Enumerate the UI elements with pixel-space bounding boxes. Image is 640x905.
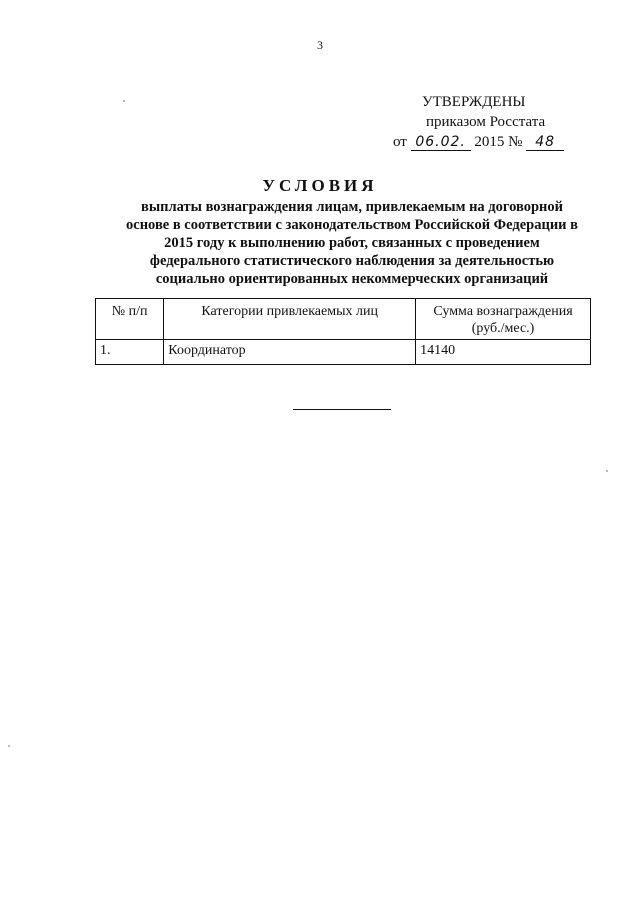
- document-subtitle: [108, 198, 596, 288]
- row-category: Координатор: [164, 340, 416, 365]
- subtitle-line: 2015 году к выполнению работ, связанных с проведением: [164, 235, 540, 251]
- row-number: 1.: [96, 340, 164, 365]
- subtitle-line: выплаты вознаграждения лицам, привлекаемым на договорной: [140, 199, 563, 215]
- scan-speck: [123, 100, 125, 102]
- table-header-row: [96, 299, 591, 340]
- header-category: Категории привлекаемых лиц: [164, 299, 416, 340]
- approved-label: УТВЕРЖДЕНЫ: [422, 94, 526, 110]
- header-amount-line1: Сумма вознаграждения: [433, 304, 573, 319]
- order-date-line: [393, 132, 564, 152]
- handwritten-date: 06.02.: [411, 134, 471, 151]
- header-amount-line2: (руб./мес.): [471, 321, 535, 336]
- subtitle-line: социально ориентированных некоммерческих организаций: [155, 271, 549, 287]
- table-row: [96, 340, 591, 365]
- rewards-table: [95, 298, 591, 365]
- approved-by-order-label: приказом Росстата: [426, 114, 546, 130]
- scan-speck: [606, 470, 608, 472]
- subtitle-line: основе в соответствии с законодательством Российской Федерации в: [126, 217, 578, 233]
- scan-speck: [8, 745, 10, 747]
- document-title: УСЛОВИЯ: [262, 176, 378, 195]
- closing-rule: [293, 409, 391, 410]
- subtitle-line: федерального статистического наблюдения за деятельностью: [149, 253, 555, 269]
- header-number: № п/п: [96, 299, 164, 340]
- handwritten-order-number: 48: [526, 134, 564, 151]
- page-number: 3: [317, 38, 323, 52]
- header-amount: [416, 299, 591, 340]
- from-label: от: [393, 134, 407, 150]
- order-year-label: 2015 №: [474, 134, 523, 150]
- row-amount: 14140: [416, 340, 591, 365]
